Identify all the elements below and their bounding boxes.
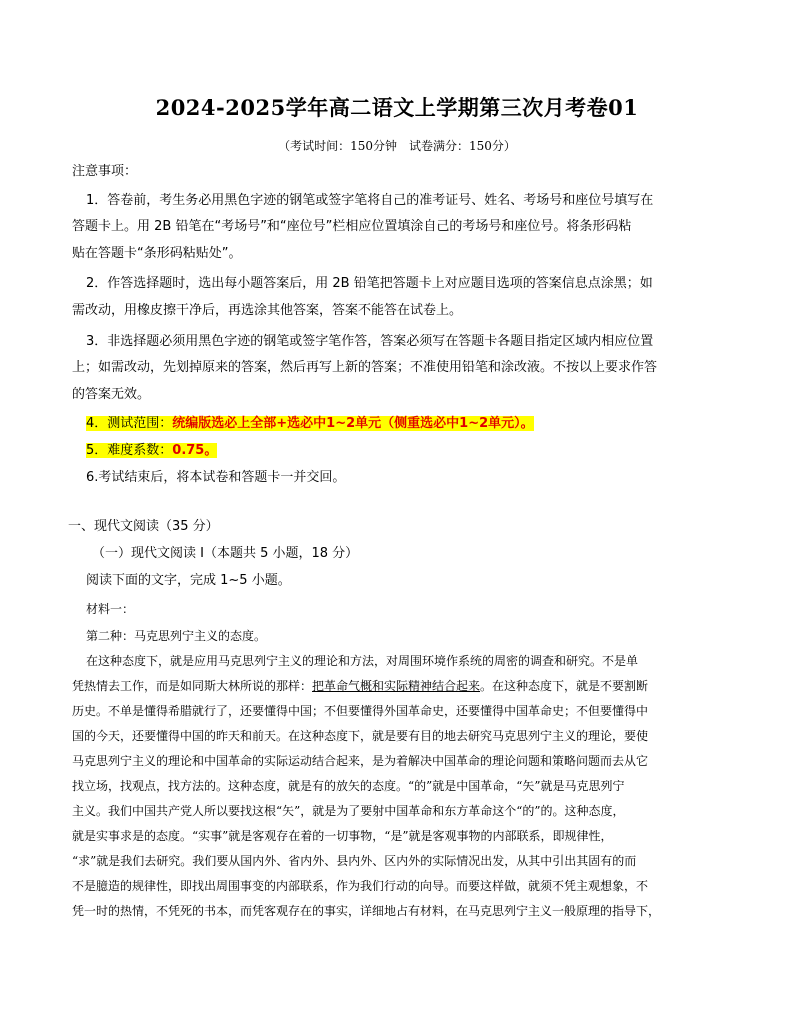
passage-line-7: 主义。我们中国共产党人所以要找这根“矢”，就是为了要射中国革命和东方革命这个“的”的。这种态度， xyxy=(72,804,625,818)
test-scope-value: 统编版选必上全部+选必中1~2单元（侧重选必中1~2单元）。 xyxy=(172,416,534,431)
passage-line-3: 历史。不单是懂得希腊就行了，还要懂得中国；不但要懂得外国革命史，还要懂得中国革命史；不但要懂得中 xyxy=(72,704,649,718)
exam-subtitle: （考试时间：150分钟 试卷满分：150分） xyxy=(278,139,516,153)
passage-line-2 xyxy=(72,677,648,695)
difficulty-value: 0.75。 xyxy=(172,443,218,458)
notice-item-1-line-3: 贴在答题卡“条形码粘贴处”。 xyxy=(72,246,242,261)
passage-line-9: “求”就是我们去研究。我们要从国内外、省内外、县内外、区内外的实际情况出发，从其中引出其固有的而 xyxy=(72,854,637,868)
passage-line-8: 就是实事求是的态度。“实事”就是客观存在着的一切事物，“是”就是客观事物的内部联系，即规律性， xyxy=(72,829,613,843)
notice-item-4-label: 4．测试范围： xyxy=(86,416,173,431)
notice-item-1-line-2: 答题卡上。用 2B 铅笔在“考场号”和“座位号”栏相应位置填涂自己的考场号和座位号。将条形码粘 xyxy=(72,219,632,234)
notice-item-3-line-2: 上；如需改动，先划掉原来的答案，然后再写上新的答案；不准使用铅笔和涂改液。不按以上要求作答 xyxy=(72,360,658,375)
notice-heading: 注意事项： xyxy=(72,164,138,179)
exam-title: 2024-2025学年高二语文上学期第三次月考卷01 xyxy=(155,95,639,120)
notice-item-4-highlight xyxy=(86,416,534,431)
passage-line-10: 不是臆造的规律性，即找出周围事变的内部联系，作为我们行动的向导。而要这样做，就须不凭主观想象，不 xyxy=(72,879,649,893)
notice-item-5-label: 5．难度系数： xyxy=(86,443,173,458)
passage-line-1: 在这种态度下，就是应用马克思列宁主义的理论和方法，对周围环境作系统的周密的调查和研究。不是单 xyxy=(86,654,639,668)
notice-item-3-line-3: 的答案无效。 xyxy=(72,387,151,402)
stalin-quote-underlined: 把革命气概和实际精神结合起来 xyxy=(312,679,481,693)
notice-item-5-highlight xyxy=(86,443,217,458)
material-label: 材料一： xyxy=(86,602,135,616)
notice-item-2-line-1: 2．作答选择题时，选出每小题答案后，用 2B 铅笔把答题卡上对应题目选项的答案信息点涂黑；如 xyxy=(86,276,653,291)
notice-item-1-line-1: 1．答卷前，考生务必用黑色字迹的钢笔或签字笔将自己的准考证号、姓名、考场号和座位号填写在 xyxy=(86,193,654,208)
section-heading: 一、现代文阅读（35 分） xyxy=(68,519,219,534)
section-subheading: （一）现代文阅读 I（本题共 5 小题，18 分） xyxy=(92,546,359,561)
passage-line-2-part-1: 凭热情去工作，而是如同斯大林所说的那样： xyxy=(72,679,313,693)
notice-item-5 xyxy=(86,442,217,460)
passage-line-11: 凭一时的热情，不凭死的书本，而凭客观存在的事实，详细地占有材料，在马克思列宁主义一般原理的指导下， xyxy=(72,904,661,918)
passage-line-2-part-3: 。在这种态度下，就是不要割断 xyxy=(480,679,649,693)
passage-line-4: 国的今天，还要懂得中国的昨天和前天。在这种态度下，就是要有目的地去研究马克思列宁主义的理论，要使 xyxy=(72,729,649,743)
notice-item-2-line-2: 需改动，用橡皮擦干净后，再选涂其他答案，答案不能答在试卷上。 xyxy=(72,303,463,318)
notice-item-3-line-1: 3．非选择题必须用黑色字迹的钢笔或签字笔作答，答案必须写在答题卡各题目指定区域内相应位置 xyxy=(86,334,654,349)
notice-item-4 xyxy=(86,415,534,433)
passage-line-6: 找立场，找观点，找方法的。这种态度，就是有的放矢的态度。“的”就是中国革命，“矢”就是马克思列宁 xyxy=(72,779,625,793)
passage-line-5: 马克思列宁主义的理论和中国革命的实际运动结合起来，是为着解决中国革命的理论问题和策略问题而去从它 xyxy=(72,754,649,768)
notice-item-6: 6.考试结束后，将本试卷和答题卡一并交回。 xyxy=(86,470,346,485)
passage-title: 第二种：马克思列宁主义的态度。 xyxy=(86,629,267,643)
reading-instruction: 阅读下面的文字，完成 1~5 小题。 xyxy=(86,573,291,588)
